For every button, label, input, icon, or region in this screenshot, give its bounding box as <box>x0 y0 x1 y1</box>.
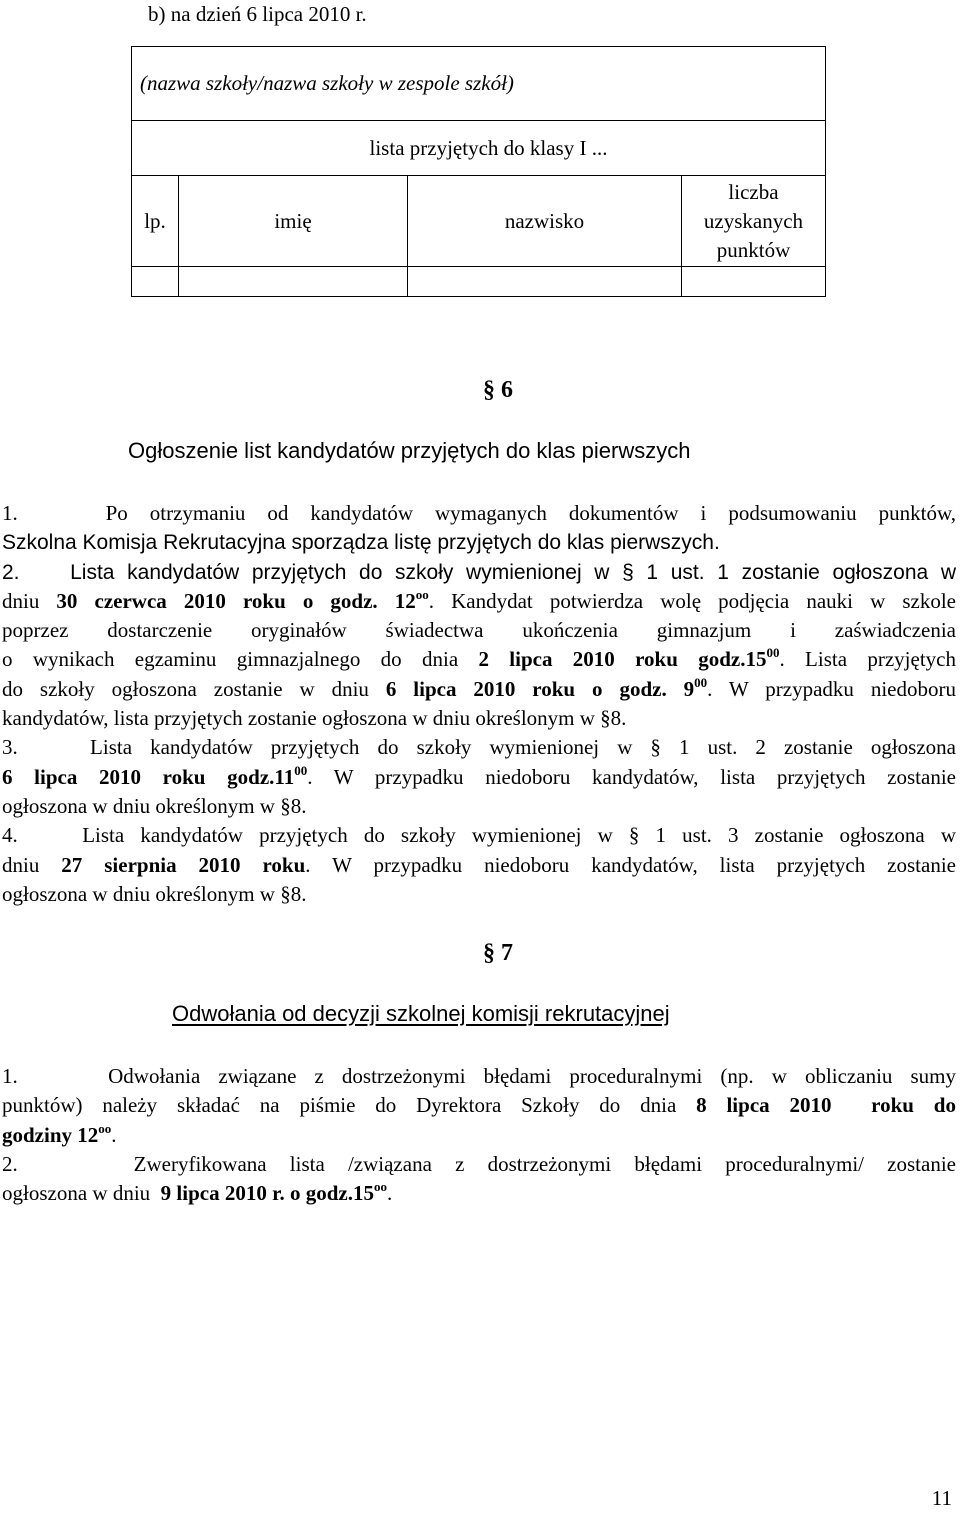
col-punkty-line3: punktów <box>716 237 791 262</box>
s6-p4-l2b: 27 sierpnia 2010 roku <box>61 852 306 877</box>
section-7-title <box>172 1001 670 1027</box>
s7-p2-l2d: . <box>386 1181 393 1206</box>
s7-p2-l2b: 9 lipca 2010 r. o godz.15 <box>160 1181 374 1206</box>
s6-p2-l4d: . Lista przyjętych <box>779 647 956 672</box>
s6-p2-line2 <box>2 587 956 616</box>
s7-p1-line3 <box>2 1121 956 1150</box>
s6-p2-line1: 2. Lista kandydatów przyjętych do szkoły wymienionej w § 1 ust. 1 zostanie ogłoszona w <box>2 560 956 584</box>
s6-p1-line2: Szkolna Komisja Rekrutacyjna sporządza listę przyjętych do klas pierwszych. <box>2 531 720 555</box>
col-punkty-line2: uzyskanych <box>703 208 804 233</box>
table-row <box>132 267 826 297</box>
admission-list-table <box>131 46 826 297</box>
section-7-number: § 7 <box>483 940 513 966</box>
s6-p3-line2 <box>2 763 956 792</box>
section-7-body <box>2 1062 956 1208</box>
s6-p3-l2a: 6 lipca 2010 roku godz.11 <box>2 764 295 789</box>
s6-p2-l5d: . W przypadku niedoboru <box>707 676 956 701</box>
s6-p4-line3: ogłoszona w dniu określonym w §8. <box>2 881 307 906</box>
s6-p4-l2c: . W przypadku niedoboru kandydatów, lista przyjętych zostanie <box>305 852 956 877</box>
s6-p4-line1: 4. Lista kandydatów przyjętych do szkoły wymienionej w § 1 ust. 3 zostanie ogłoszona w <box>2 823 956 848</box>
col-nazwisko-header: nazwisko <box>408 176 682 267</box>
s7-p1-l2b: 8 lipca 2010 roku do <box>696 1093 956 1118</box>
s7-p2-l2a: ogłoszona w dniu <box>2 1181 161 1206</box>
col-lp-header: lp. <box>132 176 179 267</box>
page-number: 11 <box>931 1486 952 1510</box>
s6-p3-l2c: . W przypadku niedoboru kandydatów, lista przyjętych zostanie <box>307 764 956 789</box>
section-6-title: Ogłoszenie list kandydatów przyjętych do klas pierwszych <box>128 438 691 463</box>
s6-p2-line6: kandydatów, lista przyjętych zostanie ogłoszona w dniu określonym w §8. <box>2 706 627 731</box>
col-punkty-header <box>682 176 826 267</box>
s6-p2-l2b: 30 czerwca 2010 roku o godz. 12 <box>56 588 416 613</box>
s6-p2-l5b: 6 lipca 2010 roku o godz. 9 <box>385 676 695 701</box>
table-cell <box>408 267 682 297</box>
list-caption: lista przyjętych do klasy I ... <box>369 135 608 160</box>
col-imie-header: imię <box>179 176 408 267</box>
s6-p2-line4 <box>2 645 956 674</box>
heading-b: b) na dzień 6 lipca 2010 r. <box>148 2 367 26</box>
s6-p3-line1: 3. Lista kandydatów przyjętych do szkoły wymienionej w § 1 ust. 2 zostanie ogłoszona <box>2 735 956 760</box>
s6-p2-l2c: oo <box>415 586 429 602</box>
s7-p1-line2 <box>2 1091 956 1120</box>
s6-p3-l2b: 00 <box>294 762 308 778</box>
s6-p2-l4b: 2 lipca 2010 roku godz.15 <box>478 647 767 672</box>
s6-p1-line1: 1. Po otrzymaniu od kandydatów wymaganych dokumentów i podsumowaniu punktów, <box>2 501 956 525</box>
s6-p2-line5 <box>2 675 956 704</box>
school-name-cell: (nazwa szkoły/nazwa szkoły w zespole szkół) <box>132 47 826 121</box>
s7-p2-line1: 2. Zweryfikowana lista /związana z dostrzeżonymi błędami proceduralnymi/ zostanie <box>2 1151 956 1176</box>
s6-p2-l5a: do szkoły ogłoszona zostanie w dniu <box>2 676 386 701</box>
section-6-body <box>2 499 956 909</box>
s6-p2-l4a: o wynikach egzaminu gimnazjalnego do dnia <box>2 647 479 672</box>
col-punkty-line1: liczba <box>728 179 779 204</box>
section-7-title-text: Odwołania od decyzji szkolnej komisji rekrutacyjnej <box>172 1001 670 1026</box>
table-cell <box>179 267 408 297</box>
table-cell <box>132 267 179 297</box>
section-6-number: § 6 <box>483 377 513 403</box>
s7-p1-l3b: oo <box>98 1120 112 1136</box>
s7-p1-l3a: godziny 12 <box>2 1122 99 1147</box>
table-cell <box>682 267 826 297</box>
s7-p2-l2c: oo <box>373 1179 387 1195</box>
s6-p2-line3: poprzez dostarczenie oryginałów świadectwa ukończenia gimnazjum i zaświadczenia <box>2 618 956 643</box>
s6-p2-l2a: dniu <box>2 588 57 613</box>
s7-p1-l3c: . <box>111 1122 117 1147</box>
s6-p2-l4c: 00 <box>766 645 780 661</box>
list-caption-cell <box>132 121 826 176</box>
s6-p2-l5c: 00 <box>694 674 708 690</box>
s6-p3-line3: ogłoszona w dniu określonym w §8. <box>2 793 307 818</box>
s7-p2-line2 <box>2 1179 956 1208</box>
s7-p1-line1: 1. Odwołania związane z dostrzeżonymi błędami proceduralnymi (np. w obliczaniu sumy <box>2 1064 956 1088</box>
s7-p1-l2a: punktów) należy składać na piśmie do Dyrektora Szkoły do dnia <box>2 1093 697 1118</box>
s6-p2-l2d: . Kandydat potwierdza wolę podjęcia nauki w szkole <box>428 588 956 613</box>
s6-p4-l2a: dniu <box>2 852 62 877</box>
s6-p4-line2 <box>2 851 956 880</box>
